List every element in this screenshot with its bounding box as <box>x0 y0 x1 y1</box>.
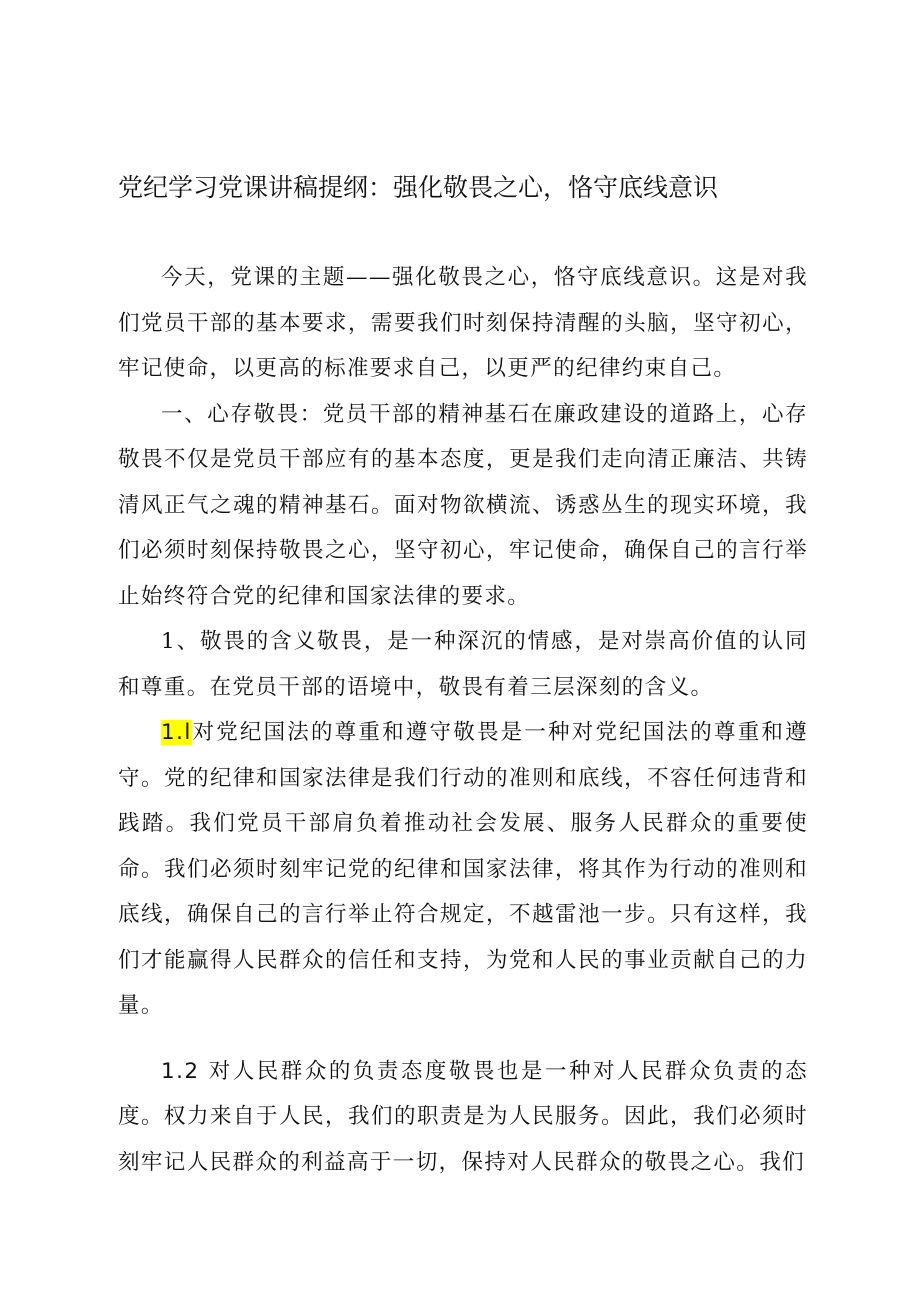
paragraph-meaning-text: 1、敬畏的含义敬畏，是一种深沉的情感，是对崇高价值的认同和尊重。在党员干部的语境中，敬畏有着三层深刻的含义。 <box>118 629 808 700</box>
highlighted-marker: 1.l <box>161 720 192 745</box>
paragraph-1-2-text: 对人民群众的负责态度敬畏也是一种对人民群众负责的态度。权力来自于人民，我们的职责是为人民服务。因此，我们必须时刻牢记人民群众的利益高于一切，保持对人民群众的敬畏之心。我们 <box>118 1058 808 1175</box>
document-body <box>118 255 808 1185</box>
paragraph-intro <box>118 255 808 392</box>
paragraph-section-one <box>118 392 808 620</box>
paragraph-meaning <box>118 619 808 710</box>
paragraph-1-2-marker: 1.2 <box>161 1058 200 1084</box>
paragraph-1-1-text: 对党纪国法的尊重和遵守敬畏是一种对党纪国法的尊重和遵守。党的纪律和国家法律是我们行动的准则和底线，不容任何违背和践踏。我们党员干部肩负着推动社会发展、服务人民群众的重要使命。我们必须时刻牢记党的纪律和国家法律，将其作为行动的准则和底线，确保自己的言行举止符合规定，不越雷池一步。只有这样，我们才能赢得人民群众的信任和支持，为党和人民的事业贡献自己的力量。 <box>118 720 808 1018</box>
paragraph-section-one-text: 一、心存敬畏：党员干部的精神基石在廉政建设的道路上，心存敬畏不仅是党员干部应有的基本态度，更是我们走向清正廉洁、共铸清风正气之魂的精神基石。面对物欲横流、诱惑丛生的现实环境，我们必须时刻保持敬畏之心，坚守初心，牢记使命，确保自己的言行举止始终符合党的纪律和国家法律的要求。 <box>118 401 808 609</box>
document-title: 党纪学习党课讲稿提纲：强化敬畏之心，恪守底线意识 <box>118 173 719 202</box>
paragraph-intro-text: 今天，党课的主题——强化敬畏之心，恪守底线意识。这是对我们党员干部的基本要求，需要我们时刻保持清醒的头脑，坚守初心，牢记使命，以更高的标准要求自己，以更严的纪律约束自己。 <box>118 265 808 381</box>
paragraph-1-1 <box>118 710 808 1029</box>
paragraph-1-2 <box>118 1049 808 1186</box>
